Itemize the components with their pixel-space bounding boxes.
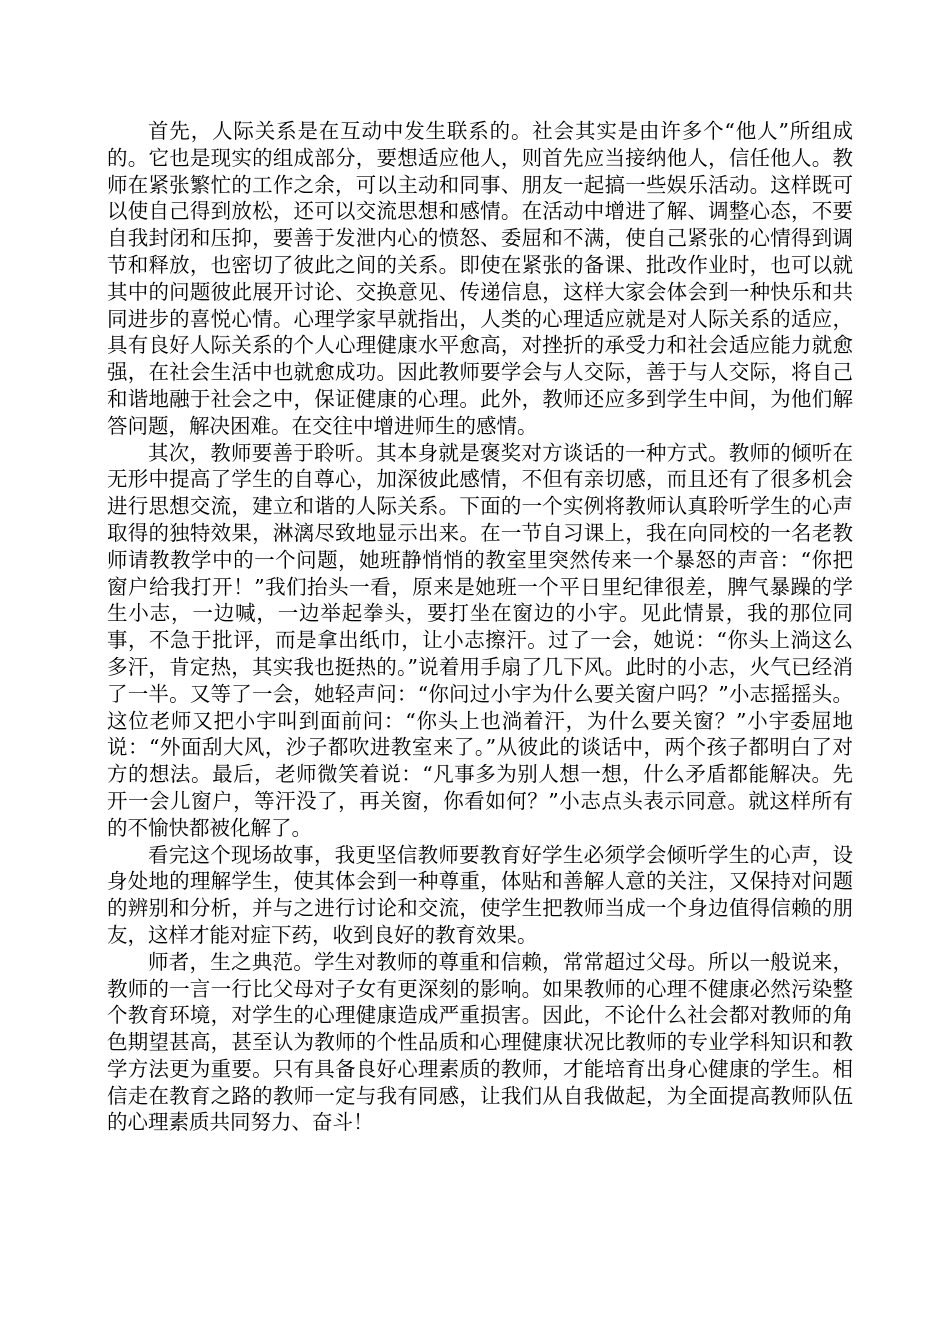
paragraph-listening: 其次，教师要善于聆听。其本身就是褒奖对方谈话的一种方式。教师的倾听在无形中提高了学生的自尊心，加深彼此感情，不但有亲切感，而且还有了很多机会进行思想交流，建立和谐的人际关系。下面的一个实例将教师认真聆听学生的心声取得的独特效果，淋漓尽致地显示出来。在一节自习课上，我在向同校的一名老教师请教教学中的一个问题，她班静悄悄的教室里突然传来一个暴怒的声音：“你把窗户给我打开！”我们抬头一看，原来是她班一个平日里纪律很差，脾气暴躁的学生小志，一边喊，一边举起拳头，要打坐在窗边的小宇。见此情景，我的那位同事，不急于批评，而是拿出纸巾，让小志擦汗。过了一会，她说：“你头上淌这么多汗，肯定热，其实我也挺热的。”说着用手扇了几下风。此时的小志，火气已经消了一半。又等了一会，她轻声问：“你问过小宇为什么要关窗户吗？”小志摇摇头。这位老师又把小宇叫到面前问：“你头上也淌着汗，为什么要关窗？”小宇委屈地说：“外面刮大风，沙子都吹进教室来了。”从彼此的谈话中，两个孩子都明白了对方的想法。最后，老师微笑着说：“凡事多为别人想一想，什么矛盾都能解决。先开一会儿窗户，等汗没了，再关窗，你看如何？”小志点头表示同意。就这样所有的不愉快都被化解了。 (107, 440, 853, 840)
document-body (107, 118, 853, 1136)
paragraph-conclusion: 师者，生之典范。学生对教师的尊重和信赖，常常超过父母。所以一般说来，教师的一言一行比父母对子女有更深刻的影响。如果教师的心理不健康必然污染整个教育环境，对学生的心理健康造成严重损害。因此，不论什么社会都对教师的角色期望甚高，甚至认为教师的个性品质和心理健康状况比教师的专业学科知识和教学方法更为重要。只有具备良好心理素质的教师，才能培育出身心健康的学生。相信走在教育之路的教师一定与我有同感，让我们从自我做起，为全面提高教师队伍的心理素质共同努力、奋斗！ (107, 949, 853, 1135)
paragraph-story-reflection: 看完这个现场故事，我更坚信教师要教育好学生必须学会倾听学生的心声，设身处地的理解学生，使其体会到一种尊重，体贴和善解人意的关注，又保持对问题的辨别和分析，并与之进行讨论和交流，使学生把教师当成一个身边值得信赖的朋友，这样才能对症下药，收到良好的教育效果。 (107, 842, 853, 947)
paragraph-interpersonal-relations: 首先，人际关系是在互动中发生联系的。社会其实是由许多个“他人”所组成的。它也是现实的组成部分，要想适应他人，则首先应当接纳他人，信任他人。教师在紧张繁忙的工作之余，可以主动和同事、朋友一起搞一些娱乐活动。这样既可以使自己得到放松，还可以交流思想和感情。在活动中增进了解、调整心态，不要自我封闭和压抑，要善于发泄内心的愤怒、委屈和不满，使自己紧张的心情得到调节和释放，也密切了彼此之间的关系。即使在紧张的备课、批改作业时，也可以就其中的问题彼此展开讨论、交换意见、传递信息，这样大家会体会到一种快乐和共同进步的喜悦心情。心理学家早就指出，人类的心理适应就是对人际关系的适应，具有良好人际关系的个人心理健康水平愈高，对挫折的承受力和社会适应能力就愈强，在社会生活中也就愈成功。因此教师要学会与人交际，善于与人交际，将自己和谐地融于社会之中，保证健康的心理。此外，教师还应多到学生中间，为他们解答问题，解决困难。在交往中增进师生的感情。 (107, 119, 853, 438)
